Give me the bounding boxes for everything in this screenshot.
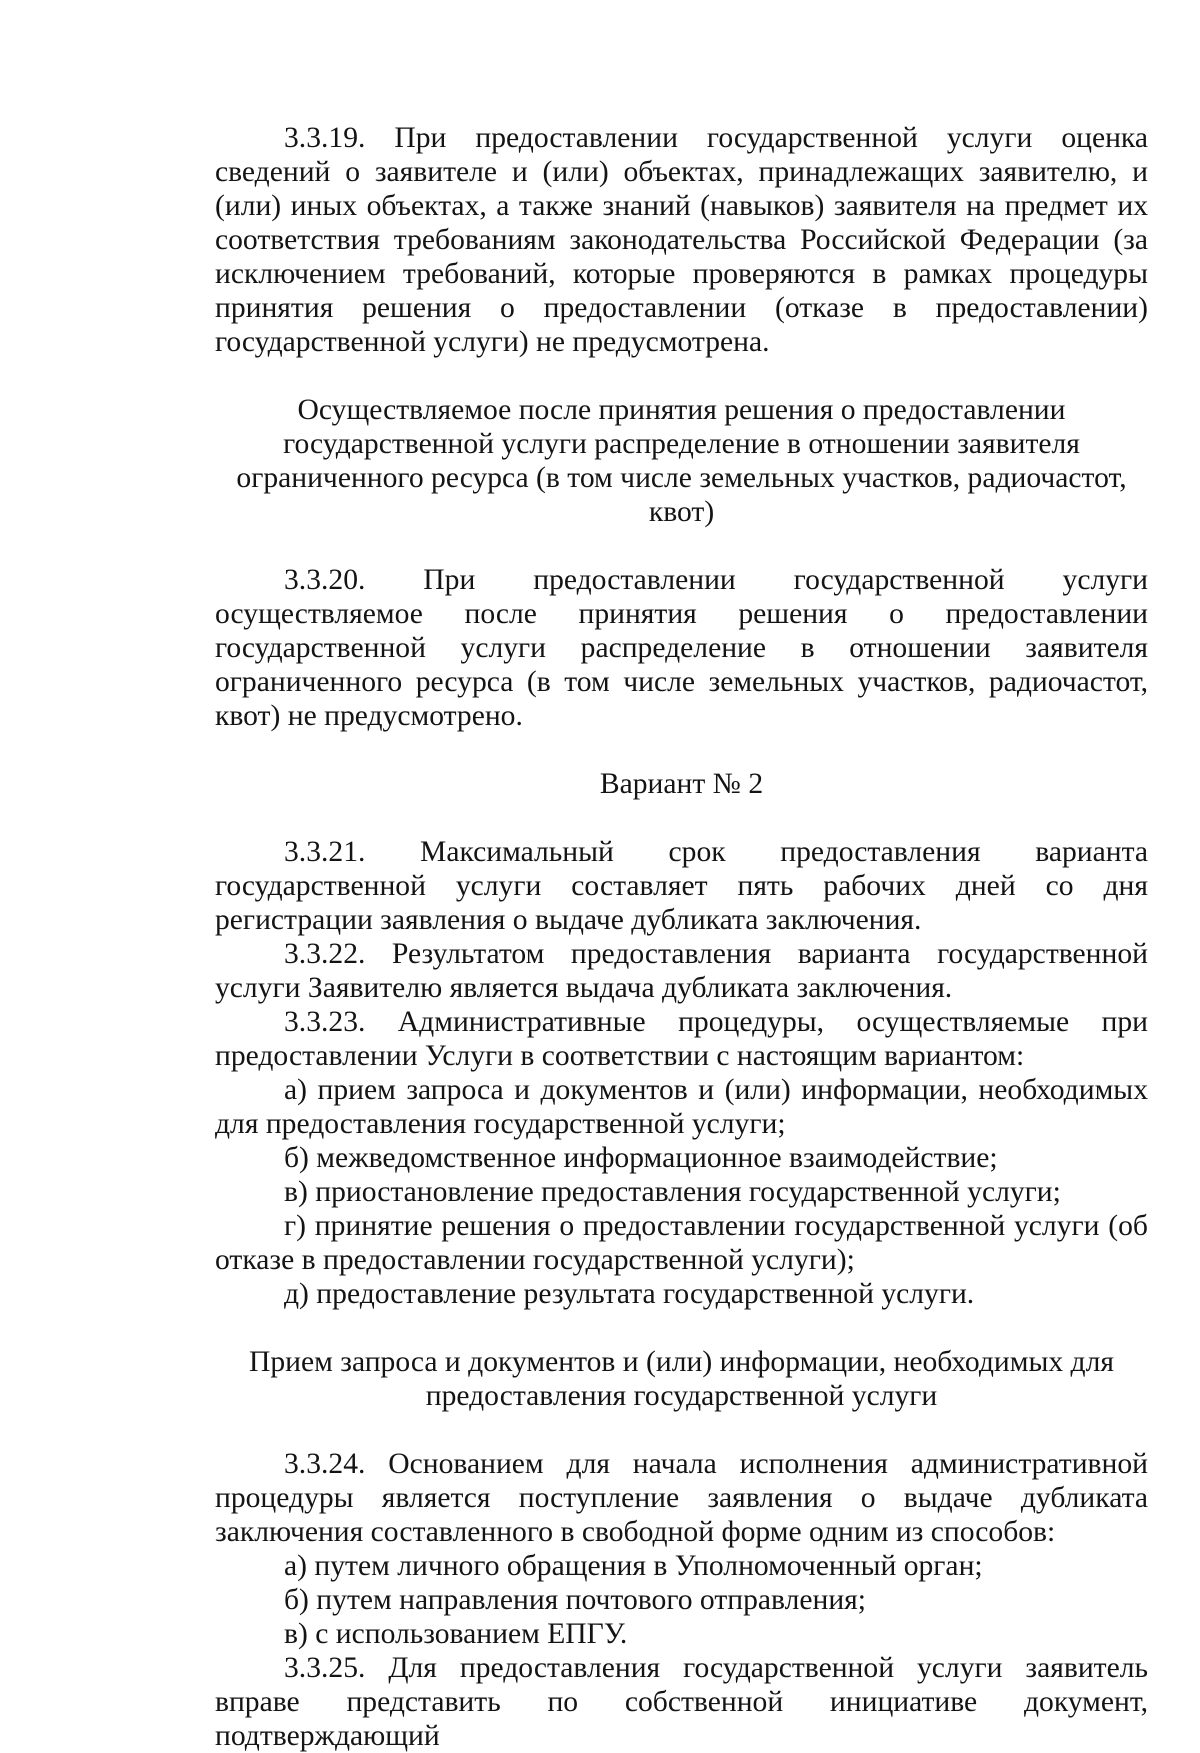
document-body [215,121,1148,1753]
list-item-3-3-23-g: г) принятие решения о предоставлении государственной услуги (об отказе в предоставлении государственной услуги); [215,1210,1148,1276]
section-heading-request-reception: Прием запроса и документов и (или) информации, необходимых для предоставления государственной услуги [249,1346,1114,1412]
list-item-3-3-23-v: в) приостановление предоставления государственной услуги; [284,1176,1061,1208]
paragraph-3-3-22: 3.3.22. Результатом предоставления варианта государственной услуги Заявителю является выдача дубликата заключения. [215,938,1148,1004]
paragraph-3-3-24: 3.3.24. Основанием для начала исполнения административной процедуры является поступление заявления о выдаче дубликата заключения составленного в свободной форме одним из способов: [215,1448,1148,1548]
paragraph-3-3-20: 3.3.20. При предоставлении государственной услуги осуществляемое после принятия решения о предоставлении государственной услуги распределение в отношении заявителя ограниченного ресурса (в том числе земельных участков, радиочастот, квот) не предусмотрено. [215,564,1148,732]
paragraph-3-3-25: 3.3.25. Для предоставления государственной услуги заявитель вправе представить по собственной инициативе документ, подтверждающий [215,1652,1148,1752]
list-item-3-3-24-a: а) путем личного обращения в Уполномоченный орган; [284,1550,983,1582]
list-item-3-3-23-b: б) межведомственное информационное взаимодействие; [284,1142,998,1174]
paragraph-3-3-23: 3.3.23. Административные процедуры, осуществляемые при предоставлении Услуги в соответствии с настоящим вариантом: [215,1006,1148,1072]
section-heading-resource-distribution: Осуществляемое после принятия решения о предоставлении государственной услуги распределение в отношении заявителя ограниченного ресурса (в том числе земельных участков, радиочастот, квот) [236,394,1127,528]
section-heading-variant-2: Вариант № 2 [599,768,764,800]
paragraph-3-3-19: 3.3.19. При предоставлении государственной услуги оценка сведений о заявителе и (или) объектах, принадлежащих заявителю, и (или) иных объектах, а также знаний (навыков) заявителя на предмет их соответствия требованиям законодательства Российской Федерации (за исключением требований, которые проверяются в рамках процедуры принятия решения о предоставлении (отказе в предоставлении) государственной услуги) не предусмотрена. [215,122,1148,358]
list-item-3-3-24-v: в) с использованием ЕПГУ. [284,1618,628,1650]
list-item-3-3-23-d: д) предоставление результата государственной услуги. [284,1278,975,1310]
list-item-3-3-24-b: б) путем направления почтового отправления; [284,1584,867,1616]
paragraph-3-3-21: 3.3.21. Максимальный срок предоставления варианта государственной услуги составляет пять рабочих дней со дня регистрации заявления о выдаче дубликата заключения. [215,836,1148,936]
list-item-3-3-23-a: а) прием запроса и документов и (или) информации, необходимых для предоставления государственной услуги; [215,1074,1148,1140]
